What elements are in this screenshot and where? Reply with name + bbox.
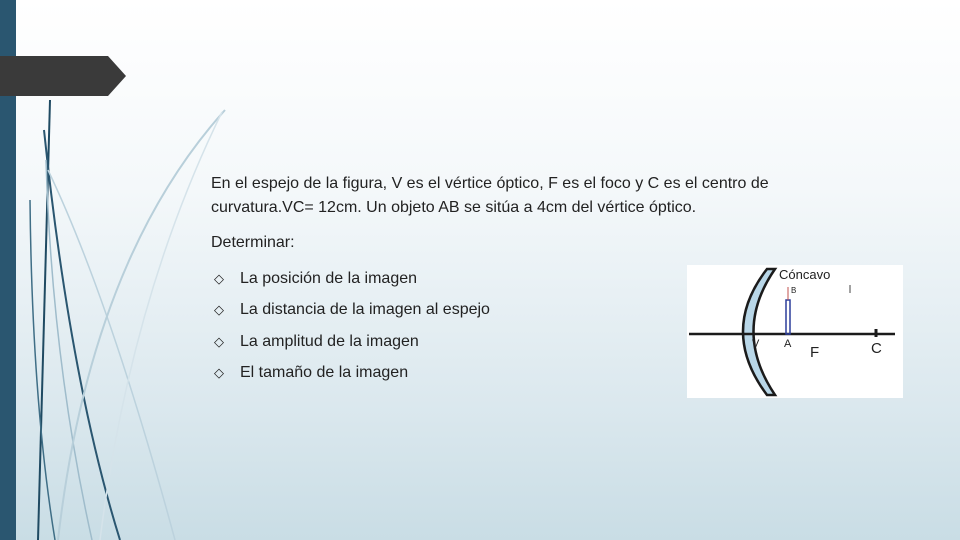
title-tab	[0, 56, 126, 96]
concave-mirror-figure	[687, 265, 903, 398]
bullet-text: La amplitud de la imagen	[240, 332, 419, 350]
object-ab	[786, 300, 790, 334]
determine-label: Determinar:	[211, 234, 295, 251]
figure-title: Cóncavo	[779, 267, 831, 282]
diamond-outline-icon: ◇	[214, 365, 224, 381]
label-a: A	[784, 338, 792, 350]
mirror-shape	[743, 269, 775, 395]
mirror-diagram	[687, 265, 903, 398]
bullet-text: La distancia de la imagen al espejo	[240, 301, 490, 319]
intro-paragraph: En el espejo de la figura, V es el vértice óptico, F es el foco y C es el centro de curvatura.VC= 12cm. Un objeto AB se sitúa a 4cm del vértice óptico.	[211, 175, 769, 216]
label-v: V	[752, 338, 760, 350]
bullet-text: La posición de la imagen	[240, 269, 418, 287]
diamond-outline-icon: ◇	[214, 302, 224, 318]
bullet-text: El tamaño de la imagen	[240, 364, 409, 382]
label-b: B	[791, 286, 797, 295]
diamond-outline-icon: ◇	[214, 270, 224, 286]
diamond-outline-icon: ◇	[214, 333, 224, 349]
label-f: F	[810, 344, 820, 361]
label-c: C	[871, 340, 882, 357]
